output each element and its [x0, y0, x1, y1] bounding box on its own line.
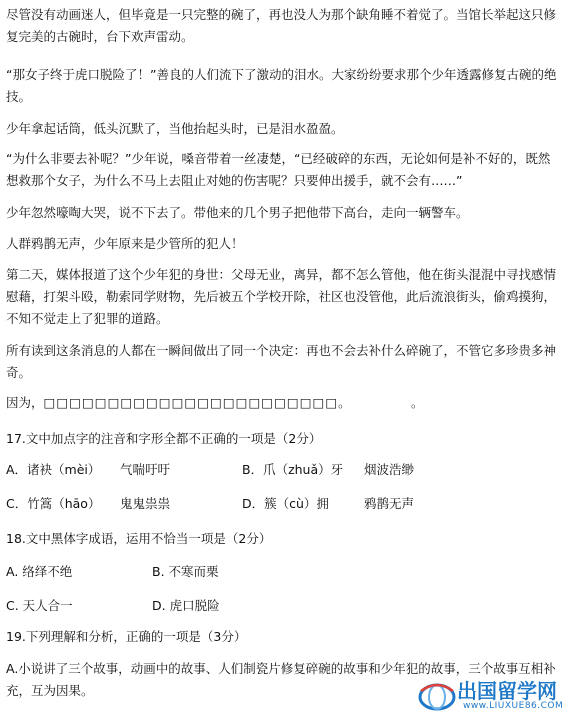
globe-logo-icon: [417, 675, 457, 715]
watermark-url: www.LIUXUE86.COM: [463, 701, 564, 711]
q17-option-d-text: 鸦鹊无声: [364, 496, 415, 511]
q19-stem: 19.下列理解和分析，正确的一项是（3分）: [6, 629, 247, 644]
q18-option-d: D. 虎口脱险: [152, 598, 220, 613]
q18-option-a: A. 络绎不绝: [6, 564, 73, 579]
q19-option-a: A.小说讲了三个故事，动画中的故事、人们制瓷片修复碎碗的故事和少年犯的故事，三个故事互相补充，互为因果。: [6, 661, 556, 698]
q17-option-b-text: 烟波浩缈: [364, 462, 415, 477]
paragraph-5: 少年忽然嚎啕大哭，说不下去了。带他来的几个男子把他带下高台，走向一辆警车。: [6, 205, 469, 220]
because-line: [6, 392, 562, 414]
paragraph-7: 第二天，媒体报道了这个少年犯的身世：父母无业，离异，都不怎么管他，他在街头混混中寻找感情慰藉，打架斗殴，勒索同学财物，先后被五个学校开除，社区也没管他，此后流浪街头，偷鸡摸狗，不知不觉走上了犯罪的道路。: [6, 267, 557, 326]
paragraph-2: “那女子终于虎口脱险了！”善良的人们流下了激动的泪水。大家纷纷要求那个少年透露修复古碗的绝技。: [6, 67, 557, 104]
watermark-name: 出国留学网: [457, 679, 557, 703]
q18-option-b: B. 不寒而栗: [152, 564, 219, 579]
q17-option-d-label: D．簇（cù）拥: [242, 496, 329, 511]
q17-option-b-label: B．爪（zhuǎ）牙: [242, 462, 344, 477]
paragraph-8: 所有读到这条消息的人都在一瞬间做出了同一个决定：再也不会去补什么碎碗了，不管它多珍贵多神奇。: [6, 343, 557, 380]
because-lead: 因为，: [6, 395, 44, 410]
because-end: 。: [411, 395, 424, 410]
q17-option-c-label: C．竹篙（hāo）: [6, 496, 101, 511]
paragraph-3: 少年拿起话筒，低头沉默了，当他抬起头时，已是泪水盈盈。: [6, 121, 344, 136]
watermark-logo: [417, 671, 567, 717]
q17-stem: 17.文中加点字的注音和字形全都不正确的一项是（2分）: [6, 431, 322, 446]
paragraph-6: 人群鸦鹊无声，少年原来是少管所的犯人！: [6, 236, 244, 251]
q18-option-c: C. 天人合一: [6, 598, 73, 613]
paragraph-1: 尽管没有动画迷人，但毕竟是一只完整的碗了，再也没人为那个缺角睡不着觉了。当馆长举起这只修复完美的古碗时，台下欢声雷动。: [6, 7, 557, 44]
q17-option-a-label: A．诸袂（mèi）: [6, 462, 101, 477]
q18-stem: 18.文中黑体字成语，运用不恰当一项是（2分）: [6, 531, 272, 546]
answer-blank-boxes: □□□□□□□□□□□□□□□□□□□□□□□。: [43, 395, 352, 410]
paragraph-4: “为什么非要去补呢？”少年说，嗓音带着一丝凄楚，“已经破碎的东西，无论如何是补不好的，既然想救那个女子，为什么不马上去阻止对她的伤害呢？只要伸出援手，就不会有……”: [6, 151, 551, 188]
q17-option-c-text: 鬼鬼祟祟: [120, 496, 171, 511]
q17-option-a-text: 气喘吁吁: [120, 462, 171, 477]
